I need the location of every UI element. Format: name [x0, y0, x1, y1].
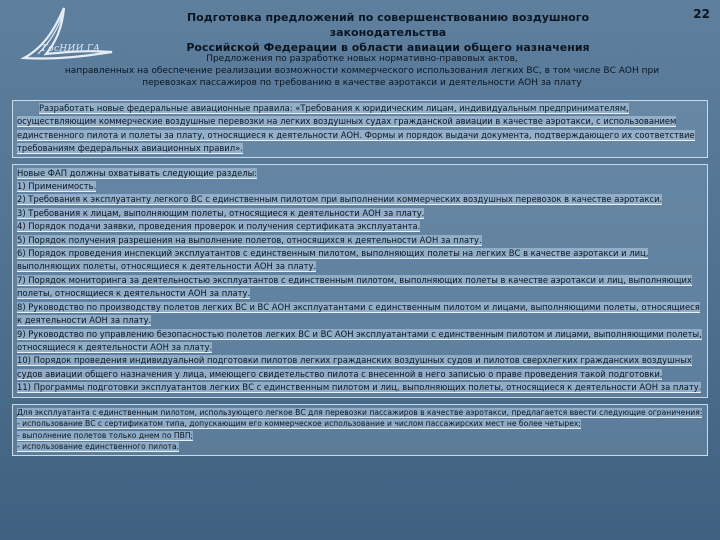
list-item: 3) Требования к лицам, выполняющим полеты, относящиеся к деятельности АОН за плату.: [17, 207, 425, 218]
proposal-box: [12, 100, 708, 158]
subtitle: [22, 53, 702, 89]
list-item: 11) Программы подготовки эксплуатантов легких ВС с единственным пилотом и лиц, выполняющих полеты, относящиеся к деятельности АОН за плату.: [17, 382, 702, 393]
subtitle-line: направленных на обеспечение реализации возможности коммерческого использования легких ВС, в том числе ВС АОН при: [64, 66, 660, 76]
subtitle-line: перевозках пассажиров по требованию в качестве аэротакси и деятельности АОН за плату: [142, 78, 582, 88]
title-line: Российской Федерации в области авиации общего назначения: [186, 41, 590, 54]
list-item: - использование ВС с сертификатом типа, допускающим его коммерческое использование и числом пассажирских мест не более четырех;: [17, 419, 581, 429]
list-item: 9) Руководство по управлению безопасностью полетов легких ВС и ВС АОН эксплуатантами с единственным пилотом и лицами, выполняющими полеты, относящиеся к деятельности АОН за плату.: [17, 328, 702, 352]
list-item: 10) Порядок проведения индивидуальной подготовки пилотов легких гражданских воздушных судов и пилотов сверхлегких гражданских воздушных судов авиации общего назначения у лица, имеющего свидетельство пилота с внесенной в него записью о праве проведения такой подготовки.: [17, 355, 692, 379]
logo-text: ГосНИИ ГА: [42, 44, 101, 54]
list-item: 8) Руководство по производству полетов легких ВС и ВС АОН эксплуатантами с единственным пилотом и лицами, выполняющими полеты, относящиеся к деятельности АОН за плату.: [17, 301, 700, 326]
list-item: - выполнение полетов только днем по ПВП;: [17, 430, 194, 440]
content-area: [12, 100, 708, 456]
list-item: Для эксплуатанта с единственным пилотом, использующего легкое ВС для перевозки пассажиров в качестве аэротакси, предлагается ввести следующие ограничения:: [17, 407, 703, 417]
slide-number: 22: [693, 7, 710, 21]
list-item: 6) Порядок проведения инспекций эксплуатантов с единственным пилотом, выполняющих полеты на легких ВС в качестве аэротакси и лиц, выполняющих полеты, относящиеся к деятельности АОН за плату.: [17, 248, 649, 272]
proposal-text: Разработать новые федеральные авиационные правила: «Требования к юридическим лицам, индивидуальным предпринимателям, осуществляющим коммерческие воздушные перевозки на легких воздушных судах гражданской авиации в качестве аэротакси, с использованием единственного пилота и полеты за плату, относящиеся к деятельности АОН. Формы и порядок выдачи документа, подтверждающего их соответствие требованиям федеральных авиационных правил».: [17, 103, 695, 154]
list-item: 4) Порядок подачи заявки, проведения проверок и получения сертификата эксплуатанта.: [17, 221, 421, 232]
subtitle-line: Предложения по разработке новых нормативно-правовых актов,: [206, 54, 518, 64]
list-item: 5) Порядок получения разрешения на выполнение полетов, относящихся к деятельности АОН за плату.: [17, 234, 482, 245]
title-line: Подготовка предложений по совершенствованию воздушного законодательства: [186, 11, 590, 39]
list-item: Новые ФАП должны охватывать следующие разделы:: [17, 167, 258, 178]
restrictions-box: [12, 404, 708, 456]
page-title: [128, 10, 648, 55]
list-item: 7) Порядок мониторинга за деятельностью эксплуатантов с единственным пилотом, выполняющих полеты в качестве аэротакси и лиц, выполняющих полеты, относящиеся к деятельности АОН за плату.: [17, 274, 692, 299]
list-item: 1) Применимость.: [17, 181, 97, 192]
sections-box: [12, 164, 708, 398]
list-item: - использование единственного пилота.: [17, 442, 180, 452]
list-item: 2) Требования к эксплуатанту легкого ВС с единственным пилотом при выполнении коммерческих воздушных перевозок в качестве аэротакси.: [17, 194, 663, 205]
